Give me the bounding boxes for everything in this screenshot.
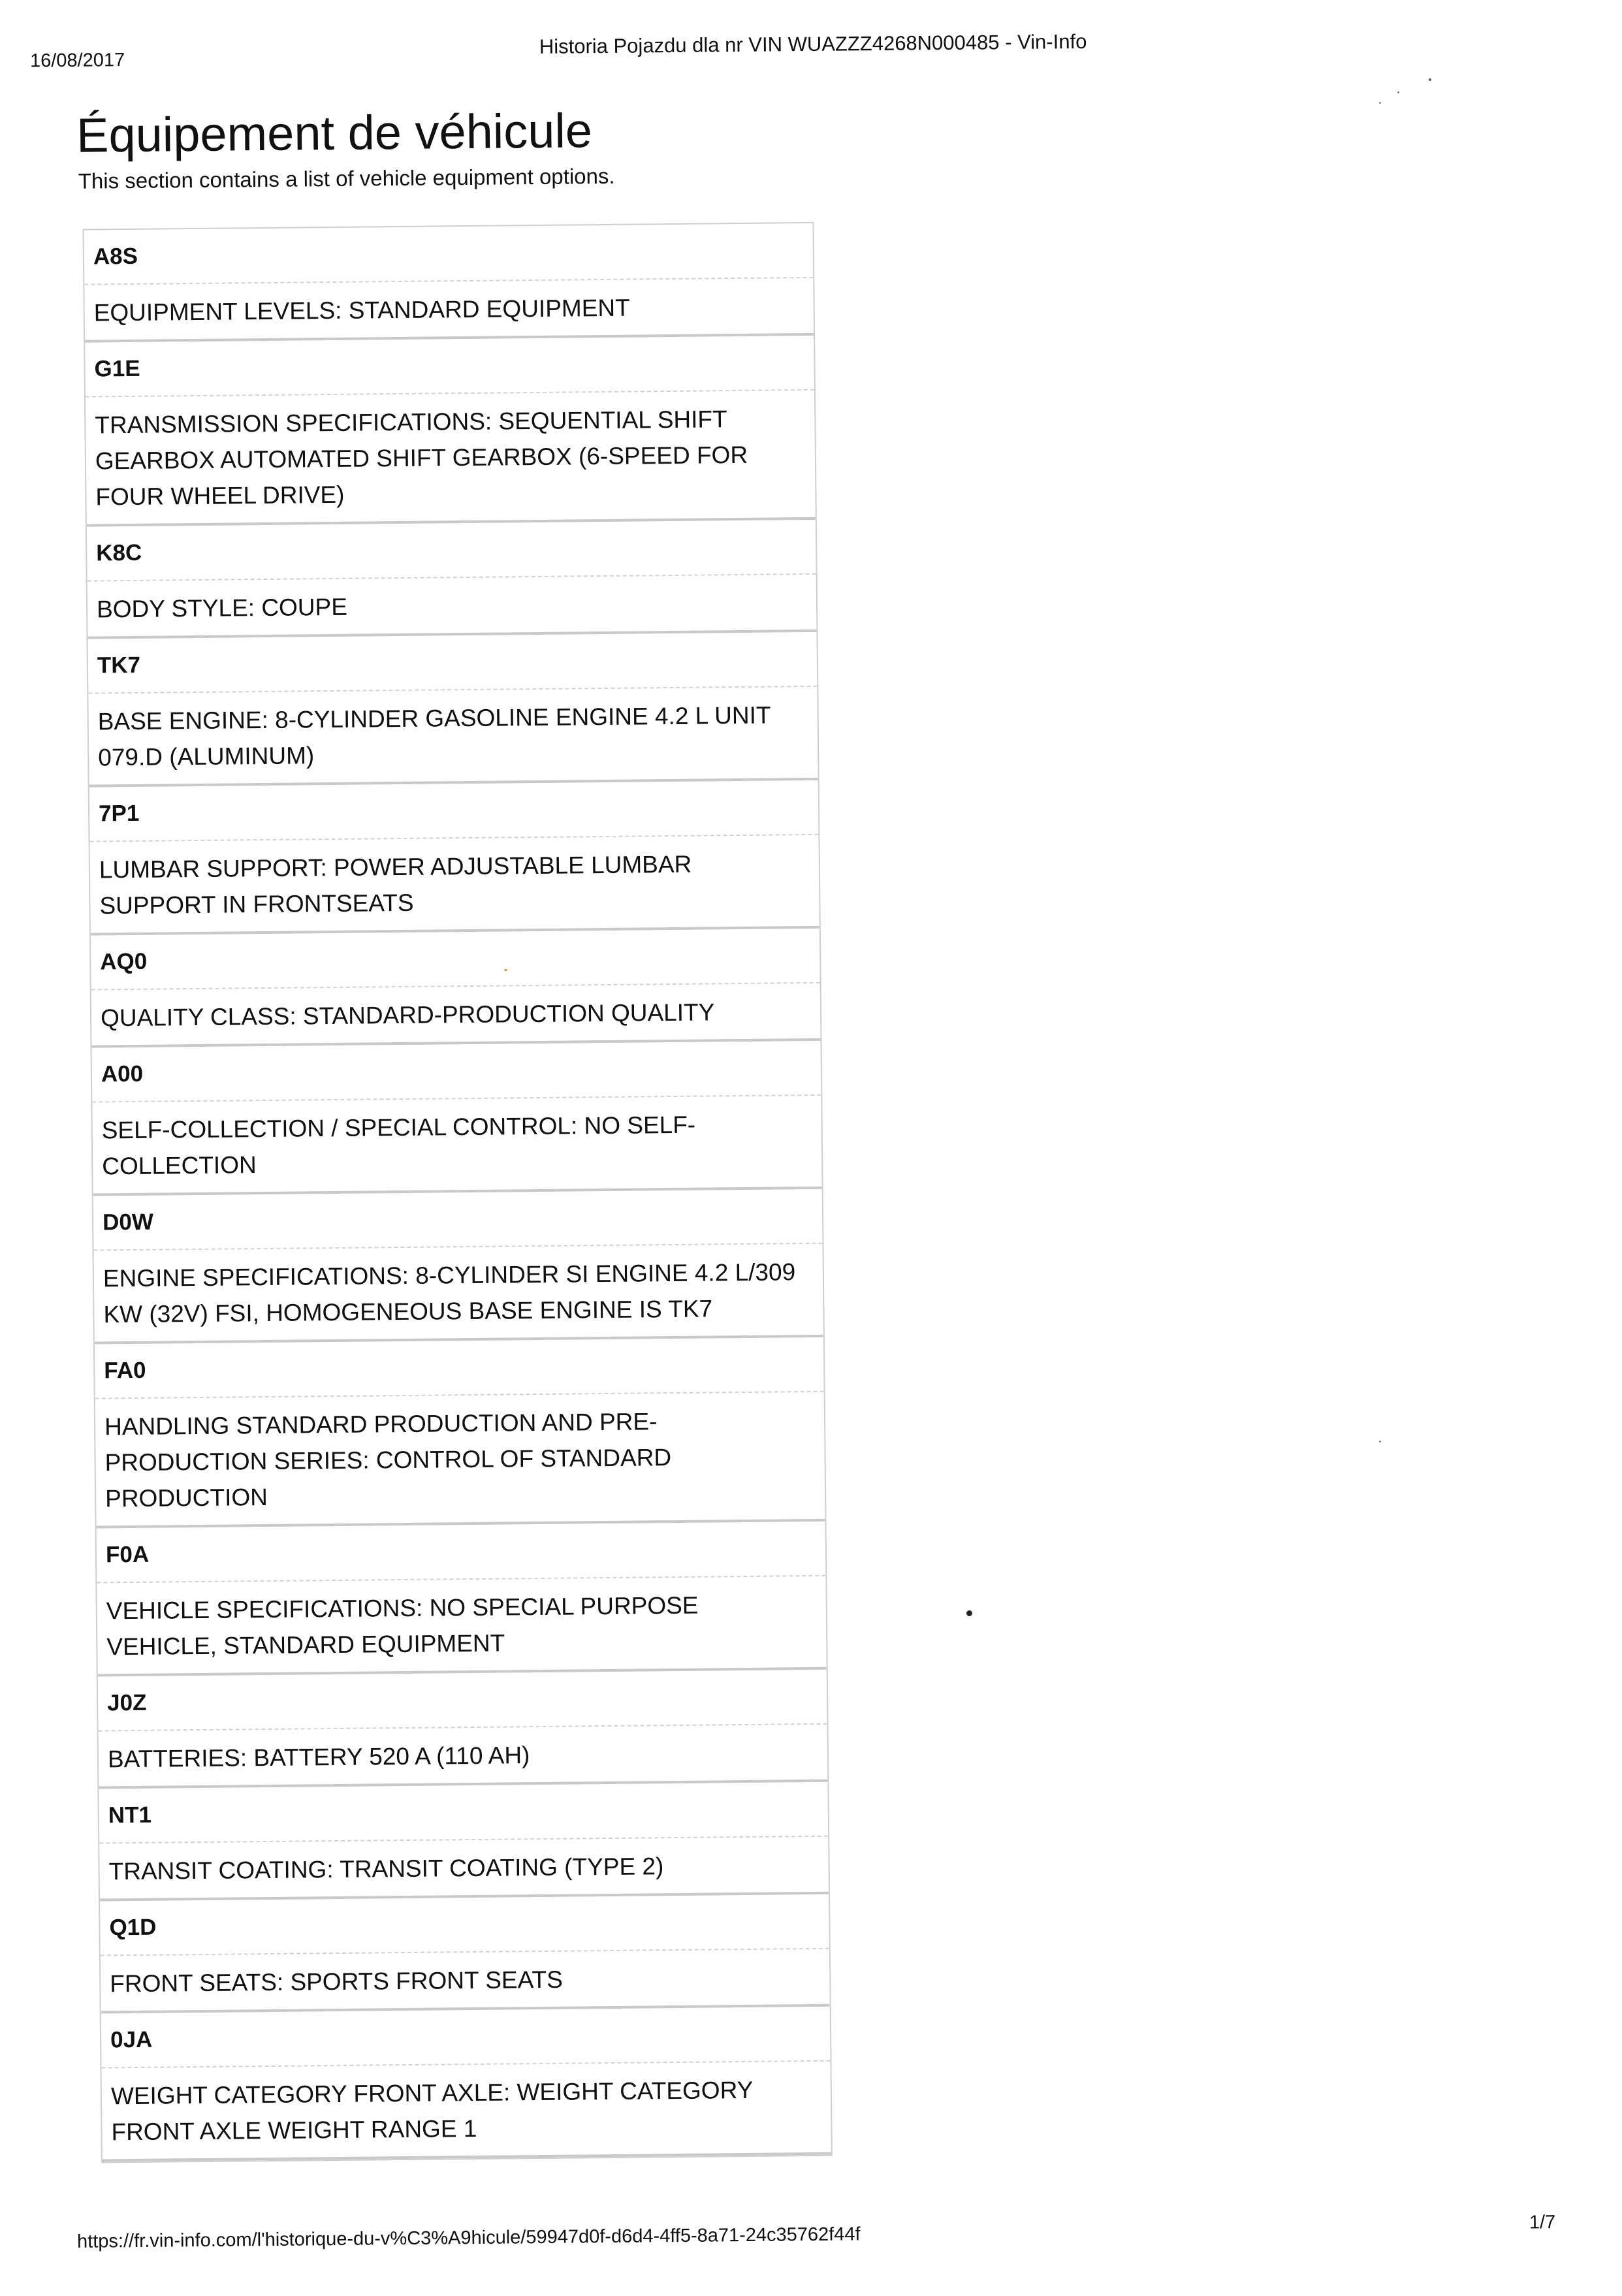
equipment-description: EQUIPMENT LEVELS: STANDARD EQUIPMENT — [84, 278, 814, 343]
equipment-row — [99, 1782, 829, 1902]
equipment-code: F0A — [97, 1522, 826, 1584]
equipment-code: 0JA — [101, 2007, 831, 2069]
equipment-code: A8S — [84, 223, 814, 285]
equipment-row — [100, 1894, 830, 2014]
equipment-code: J0Z — [98, 1670, 827, 1732]
equipment-description: QUALITY CLASS: STANDARD-PRODUCTION QUALITY — [91, 983, 821, 1048]
section-heading: Équipement de véhicule — [76, 103, 593, 163]
page-number: 1/7 — [1529, 2212, 1556, 2233]
equipment-code: FA0 — [95, 1337, 824, 1399]
scan-speck — [1379, 1441, 1381, 1443]
equipment-row — [98, 1670, 828, 1789]
equipment-table — [82, 222, 832, 2163]
scan-speck — [1429, 78, 1431, 81]
equipment-description: BODY STYLE: COUPE — [87, 575, 817, 639]
equipment-code: AQ0 — [91, 929, 820, 991]
equipment-code: NT1 — [99, 1782, 828, 1844]
equipment-code: G1E — [85, 336, 814, 398]
equipment-description: SELF-COLLECTION / SPECIAL CONTROL: NO SELF-COLLECTION — [92, 1096, 821, 1196]
print-header — [0, 0, 1611, 72]
equipment-row — [85, 336, 816, 527]
equipment-description: FRONT SEATS: SPORTS FRONT SEATS — [101, 1949, 830, 2014]
equipment-description: BASE ENGINE: 8-CYLINDER GASOLINE ENGINE 4.2 L UNIT 079.D (ALUMINUM) — [88, 687, 818, 788]
footer-url: https://fr.vin-info.com/l'historique-du-v%C3%A9hicule/59947d0f-d6d4-4ff5-8a71-24c35762f44f — [76, 2224, 861, 2252]
equipment-description: HANDLING STANDARD PRODUCTION AND PRE-PRODUCTION SERIES: CONTROL OF STANDARD PRODUCTION — [95, 1392, 825, 1529]
print-date: 16/08/2017 — [29, 50, 125, 72]
equipment-row — [92, 1041, 822, 1196]
equipment-code: D0W — [93, 1189, 823, 1251]
equipment-row — [84, 223, 814, 343]
equipment-row — [93, 1189, 823, 1345]
equipment-description: LUMBAR SUPPORT: POWER ADJUSTABLE LUMBAR SUPPORT IN FRONTSEATS — [90, 835, 819, 936]
equipment-code: A00 — [92, 1041, 821, 1103]
equipment-row — [91, 929, 821, 1048]
equipment-code: K8C — [87, 520, 816, 582]
equipment-description: TRANSMISSION SPECIFICATIONS: SEQUENTIAL SHIFT GEARBOX AUTOMATED SHIFT GEARBOX (6-SPEED FOR FOUR WHEEL DRIVE) — [86, 391, 816, 527]
equipment-row — [97, 1522, 827, 1677]
scan-speck — [966, 1610, 972, 1616]
equipment-row — [89, 780, 819, 936]
equipment-row — [87, 520, 817, 639]
scan-speck — [1379, 102, 1381, 104]
equipment-code: Q1D — [100, 1894, 829, 1956]
equipment-description: BATTERIES: BATTERY 520 A (110 AH) — [99, 1725, 828, 1789]
equipment-description: ENGINE SPECIFICATIONS: 8-CYLINDER SI ENGINE 4.2 L/309 KW (32V) FSI, HOMOGENEOUS BASE ENGINE IS TK7 — [94, 1244, 823, 1345]
scan-speck — [1397, 91, 1399, 93]
equipment-code: TK7 — [88, 632, 818, 694]
equipment-code: 7P1 — [89, 780, 819, 842]
equipment-description: VEHICLE SPECIFICATIONS: NO SPECIAL PURPOSE VEHICLE, STANDARD EQUIPMENT — [97, 1576, 826, 1677]
equipment-description: WEIGHT CATEGORY FRONT AXLE: WEIGHT CATEGORY FRONT AXLE WEIGHT RANGE 1 — [102, 2062, 831, 2162]
print-page-title: Historia Pojazdu dla nr VIN WUAZZZ4268N000485 - Vin-Info — [539, 29, 1087, 58]
equipment-row — [95, 1337, 825, 1529]
equipment-description: TRANSIT COATING: TRANSIT COATING (TYPE 2) — [99, 1837, 829, 1902]
scan-speck — [504, 969, 507, 971]
section-subtitle: This section contains a list of vehicle equipment options. — [78, 163, 615, 193]
equipment-row — [88, 632, 818, 788]
equipment-row — [101, 2007, 831, 2162]
